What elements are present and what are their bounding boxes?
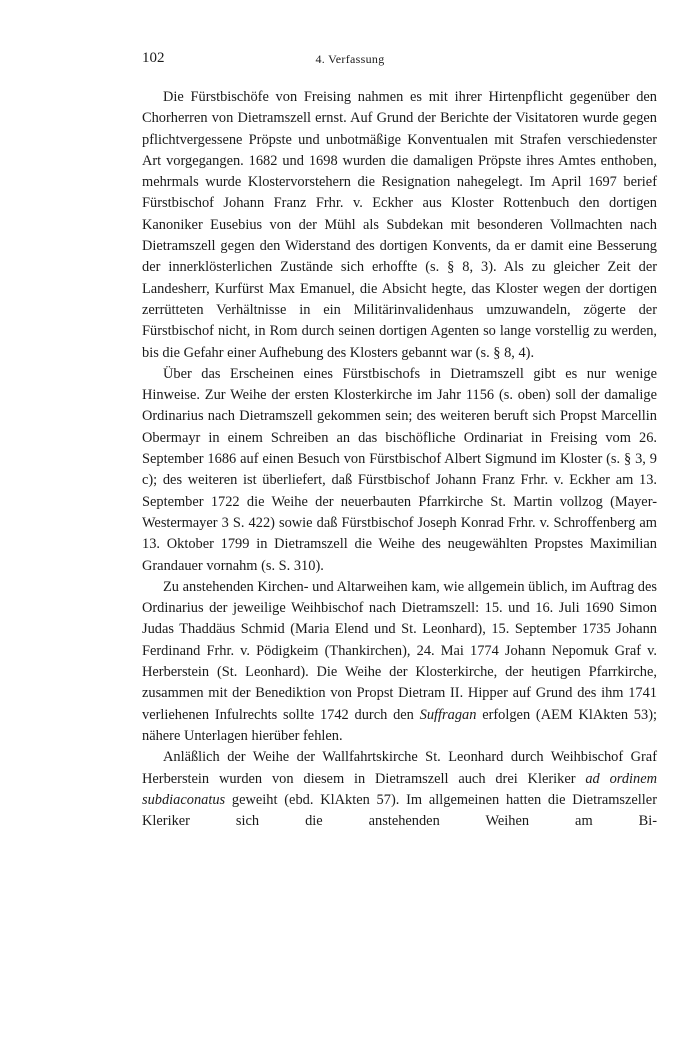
paragraph-3-text-b: erfolgen (AEM KlAkten 53); nähere Unterlagen hierüber fehlen. — [142, 706, 657, 744]
paragraph-1-text: Die Fürstbischöfe von Freising nahmen es mit ihrer Hirtenpflicht gegenüber den Chorherren von Dietramszell ernst. Auf Grund der Berichte der Visitatoren wurde gegen pflichtvergessene Pröpste und unbotmäßige Konventualen mit Strafen verschiedenster Art vorgegangen. 1682 und 1698 wurden die damaligen Pröpste ihres Amtes enthoben, mehrmals wurde Klostervorstehern die Resignation nahegelegt. Im April 1697 berief Fürstbischof Johann Franz Frhr. v. Eckher aus Kloster Rottenbuch den dortigen Kanoniker Eusebius von der Mühl als Subdekan mit besonderen Vollmachten nach Dietramszell gegen den Widerstand des dortigen Konvents, da er damit eine Besserung der innerklösterlichen Zustände sich erhoffte (s. § 8, 3). Als zu gleicher Zeit der Landesherr, Kurfürst Max Emanuel, die Absicht hegte, das Kloster wegen der dortigen zerrütteten Verhältnisse in ein Militärinvalidenhaus umzuwandeln, zögerte der Fürstbischof nicht, in Rom durch seinen dortigen Agenten so lange vorstellig zu werden, bis die Gefahr einer Aufhebung des Klosters gebannt war (s. § 8, 4). — [142, 89, 657, 361]
paragraph-3-italic-term: Suffragan — [419, 706, 477, 723]
paragraph-2 — [142, 364, 657, 577]
running-head: 4. Verfassung — [315, 52, 385, 66]
body-text — [142, 87, 657, 832]
page-number: 102 — [142, 50, 165, 66]
paragraph-4-text-b: geweiht (ebd. KlAkten 57). Im allgemeinen hatten die Dietramszeller Kleriker sich die anstehenden Weihen am Bi- — [142, 791, 657, 830]
paragraph-3-text-a: Zu anstehenden Kirchen- und Altarweihen kam, wie allgemein üblich, im Auftrag des Ordinarius der jeweilige Weihbischof nach Dietramszell: 15. und 16. Juli 1690 Simon Judas Thaddäus Schmid (Maria Elend und St. Leonhard), 15. September 1735 Johann Ferdinand Frhr. v. Pödigkeim (Thankirchen), 24. Mai 1774 Johann Nepomuk Graf v. Herberstein (St. Leonhard). Die Weihe der Klosterkirche, der heutigen Pfarrkirche, zusammen mit der Benediktion von Propst Dietram II. Hipper auf Grund des ihm 1741 verliehenen Infulrechts sollte 1742 durch den — [142, 578, 657, 723]
paragraph-4 — [142, 747, 657, 832]
paragraph-2-text: Über das Erscheinen eines Fürstbischofs in Dietramszell gibt es nur wenige Hinweise. Zur Weihe der ersten Klosterkirche im Jahr 1156 (s. oben) soll der damalige Ordinarius nach Dietramszell gekommen sein; des weiteren beruft sich Propst Marcellin Obermayr in einem Schreiben an das bischöfliche Ordinariat in Freising vom 26. September 1686 auf einen Besuch von Fürstbischof Albert Sigmund im Kloster (s. § 3, 9 c); des weiteren ist überliefert, daß Fürstbischof Johann Franz Frhr. v. Eckher am 13. September 1722 die Weihe der neuerbauten Pfarrkirche St. Martin vollzog (Mayer-Westermayer 3 S. 422) sowie daß Fürstbischof Joseph Konrad Frhr. v. Schroffenberg am 13. Oktober 1799 in Dietramszell die Weihe des neugewählten Propstes Maximilian Grandauer vornahm (s. S. 310). — [142, 365, 657, 574]
paragraph-4-text-a: Anläßlich der Weihe der Wallfahrtskirche St. Leonhard durch Weihbischof Graf Herberstein wurden von diesem in Dietramszell auch drei Kleriker — [142, 749, 657, 787]
paragraph-3 — [142, 577, 657, 747]
paragraph-1 — [142, 87, 657, 364]
paragraph-4-italic-term: ad ordinem subdiaconatus — [142, 770, 657, 808]
